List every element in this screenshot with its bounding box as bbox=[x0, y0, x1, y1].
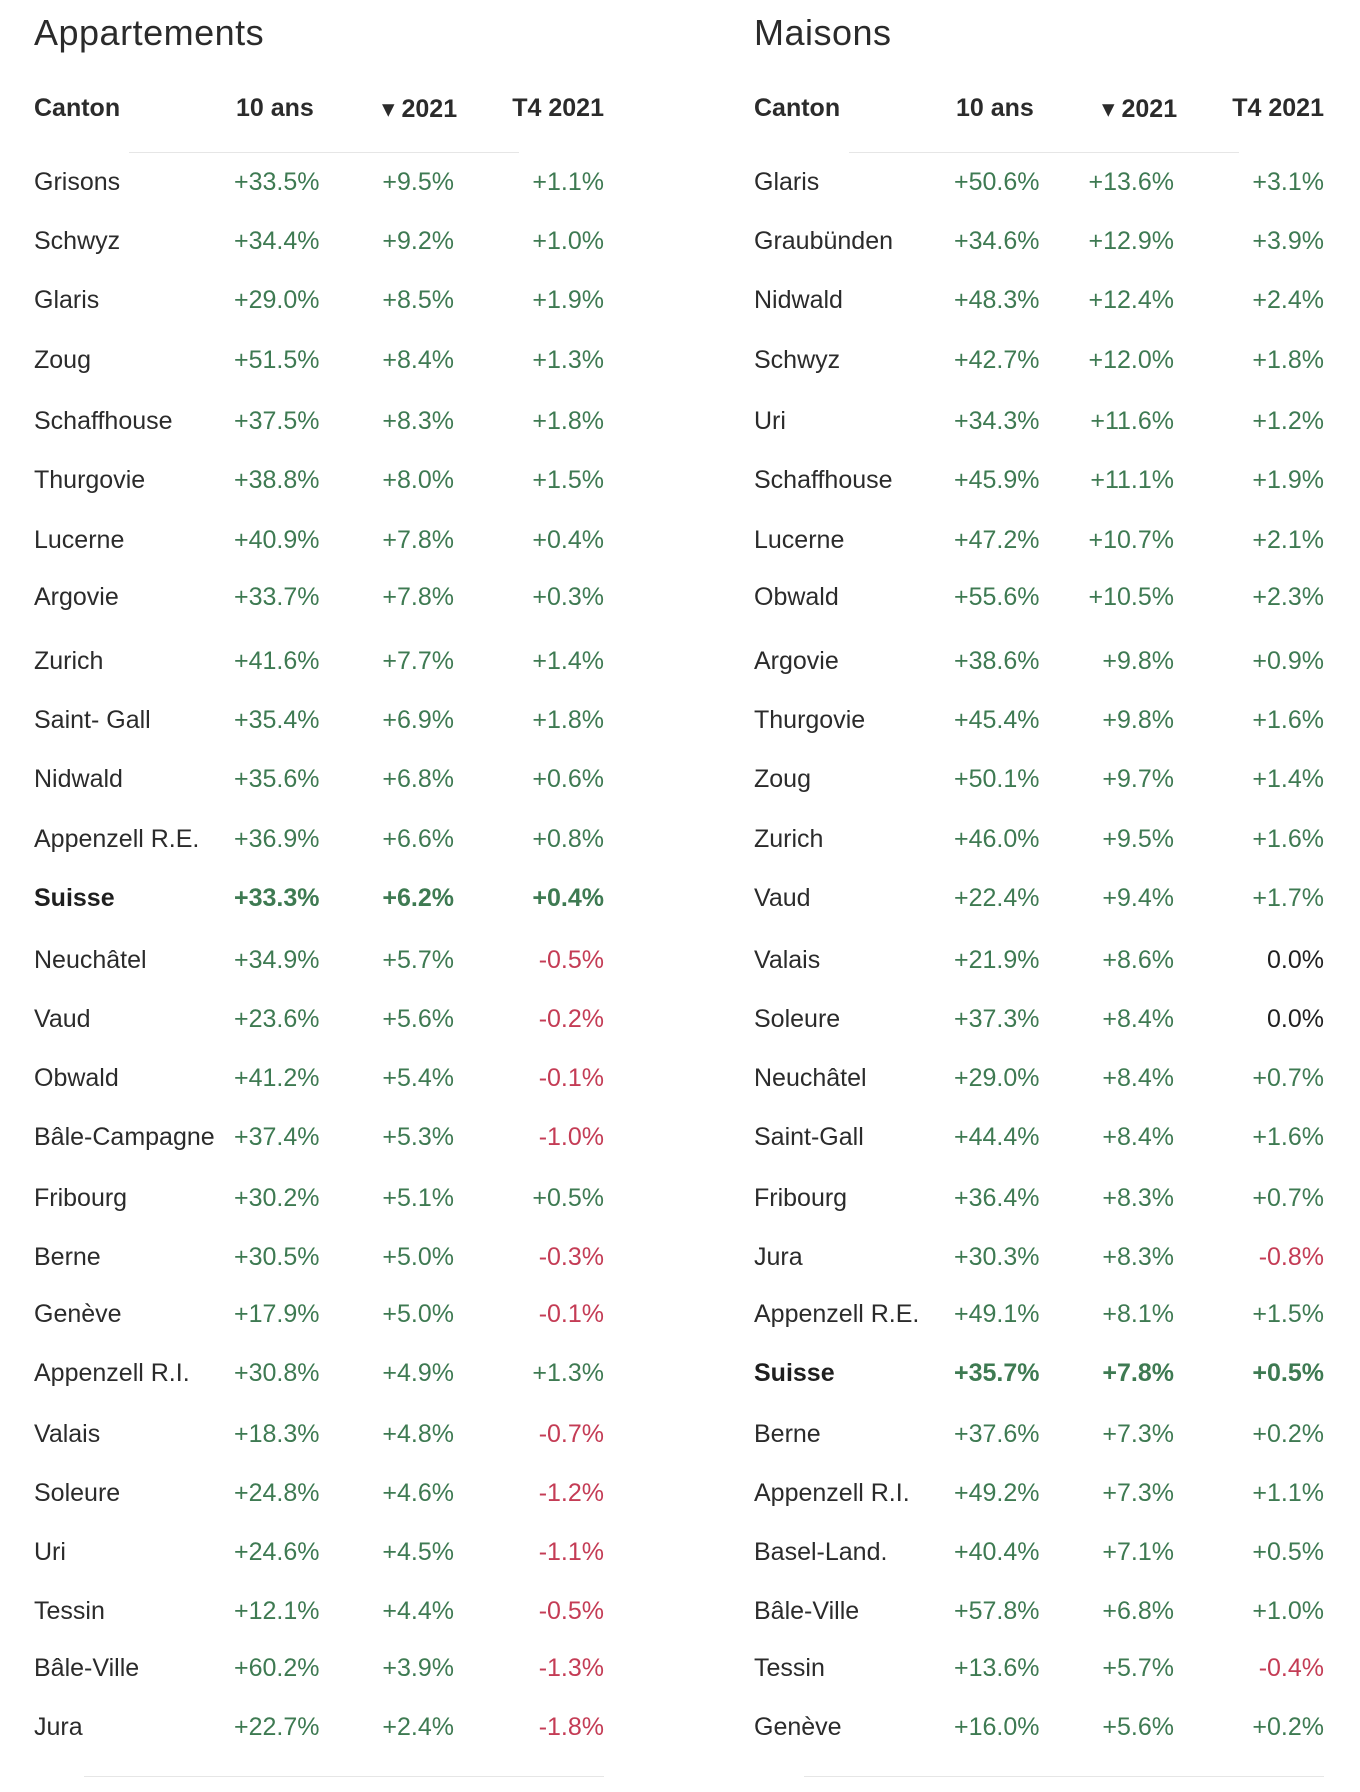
cell-2021: +2.4% bbox=[382, 1713, 454, 1741]
cell-10-years: +35.7% bbox=[954, 1359, 1040, 1387]
cell-2021: +12.0% bbox=[1088, 346, 1174, 374]
cell-2021: +5.7% bbox=[1102, 1654, 1174, 1682]
cell-10-years: +22.7% bbox=[234, 1713, 320, 1741]
cell-10-years: +24.8% bbox=[234, 1479, 320, 1507]
table-row bbox=[754, 282, 1324, 322]
header-divider bbox=[129, 152, 519, 153]
column-header-10-years[interactable]: 10 ans bbox=[236, 94, 314, 122]
table-row bbox=[754, 1650, 1324, 1690]
cell-q4-2021: +0.4% bbox=[532, 884, 604, 912]
cell-q4-2021: +1.8% bbox=[532, 706, 604, 734]
apartments-panel bbox=[34, 0, 674, 1792]
cell-10-years: +37.3% bbox=[954, 1005, 1040, 1033]
table-header bbox=[754, 88, 1324, 128]
cell-10-years: +38.8% bbox=[234, 466, 320, 494]
cell-canton: Saint- Gall bbox=[34, 706, 151, 734]
table-row bbox=[754, 1001, 1324, 1041]
cell-2021: +5.6% bbox=[1102, 1713, 1174, 1741]
cell-q4-2021: -1.0% bbox=[538, 1123, 604, 1151]
cell-10-years: +34.4% bbox=[234, 227, 320, 255]
table-row bbox=[754, 1296, 1324, 1336]
cell-10-years: +21.9% bbox=[954, 946, 1040, 974]
cell-canton: Nidwald bbox=[34, 765, 123, 793]
table-row bbox=[34, 342, 604, 382]
cell-10-years: +44.4% bbox=[954, 1123, 1040, 1151]
cell-10-years: +34.6% bbox=[954, 227, 1040, 255]
cell-q4-2021: +2.1% bbox=[1252, 526, 1324, 554]
cell-2021: +8.6% bbox=[1102, 946, 1174, 974]
cell-2021: +5.3% bbox=[382, 1123, 454, 1151]
cell-10-years: +30.3% bbox=[954, 1243, 1040, 1271]
cell-2021: +8.0% bbox=[382, 466, 454, 494]
cell-10-years: +13.6% bbox=[954, 1654, 1040, 1682]
cell-2021: +9.5% bbox=[1102, 825, 1174, 853]
cell-2021: +9.2% bbox=[382, 227, 454, 255]
cell-q4-2021: +0.6% bbox=[532, 765, 604, 793]
cell-q4-2021: +1.1% bbox=[532, 168, 604, 196]
table-row bbox=[754, 403, 1324, 443]
cell-2021: +10.5% bbox=[1088, 583, 1174, 611]
cell-canton: Bâle-Campagne bbox=[34, 1123, 215, 1151]
cell-2021: +4.6% bbox=[382, 1479, 454, 1507]
table-row bbox=[754, 1355, 1324, 1395]
cell-10-years: +40.9% bbox=[234, 526, 320, 554]
cell-2021: +8.3% bbox=[382, 407, 454, 435]
cell-10-years: +55.6% bbox=[954, 583, 1040, 611]
cell-canton: Valais bbox=[34, 1420, 101, 1448]
cell-q4-2021: +1.5% bbox=[1252, 1300, 1324, 1328]
table-row bbox=[34, 1180, 604, 1220]
cell-10-years: +38.6% bbox=[954, 647, 1040, 675]
cell-q4-2021: +0.3% bbox=[532, 583, 604, 611]
cell-canton: Appenzell R.E. bbox=[754, 1300, 920, 1328]
cell-10-years: +33.3% bbox=[234, 884, 320, 912]
column-header-2021-sorted[interactable]: ▾ 2021 bbox=[382, 95, 458, 123]
column-header-canton[interactable]: Canton bbox=[754, 94, 841, 122]
cell-2021: +7.8% bbox=[382, 583, 454, 611]
table-row bbox=[754, 1180, 1324, 1220]
cell-q4-2021: +0.9% bbox=[1252, 647, 1324, 675]
table-row bbox=[34, 643, 604, 683]
cell-q4-2021: +0.5% bbox=[1252, 1538, 1324, 1566]
cell-canton: Tessin bbox=[34, 1597, 105, 1625]
table-row bbox=[34, 522, 604, 562]
cell-q4-2021: +1.4% bbox=[532, 647, 604, 675]
cell-q4-2021: -0.5% bbox=[538, 1597, 604, 1625]
cell-10-years: +49.1% bbox=[954, 1300, 1040, 1328]
table-row bbox=[34, 403, 604, 443]
houses-panel bbox=[754, 0, 1360, 1792]
cell-10-years: +57.8% bbox=[954, 1597, 1040, 1625]
table-row bbox=[754, 1416, 1324, 1456]
cell-2021: +5.6% bbox=[382, 1005, 454, 1033]
cell-2021: +8.4% bbox=[382, 346, 454, 374]
cell-canton: Neuchâtel bbox=[754, 1064, 867, 1092]
cell-10-years: +30.2% bbox=[234, 1184, 320, 1212]
table-row bbox=[754, 702, 1324, 742]
cell-q4-2021: -1.2% bbox=[538, 1479, 604, 1507]
cell-2021: +8.4% bbox=[1102, 1123, 1174, 1151]
cell-q4-2021: +0.2% bbox=[1252, 1713, 1324, 1741]
column-header-q4-2021[interactable]: T4 2021 bbox=[1232, 94, 1324, 122]
cell-2021: +4.5% bbox=[382, 1538, 454, 1566]
cell-2021: +7.3% bbox=[1102, 1479, 1174, 1507]
table-row bbox=[754, 1709, 1324, 1749]
column-header-canton[interactable]: Canton bbox=[34, 94, 121, 122]
cell-q4-2021: -0.3% bbox=[538, 1243, 604, 1271]
table-row bbox=[34, 761, 604, 801]
table-row bbox=[754, 1239, 1324, 1279]
cell-2021: +12.4% bbox=[1088, 286, 1174, 314]
cell-canton: Zoug bbox=[754, 765, 811, 793]
table-row bbox=[34, 821, 604, 861]
cell-10-years: +12.1% bbox=[234, 1597, 320, 1625]
cell-q4-2021: -1.1% bbox=[538, 1538, 604, 1566]
table-row bbox=[34, 1119, 604, 1159]
cell-q4-2021: +1.9% bbox=[532, 286, 604, 314]
cell-q4-2021: +0.7% bbox=[1252, 1064, 1324, 1092]
cell-canton: Genève bbox=[754, 1713, 842, 1741]
cell-q4-2021: -0.1% bbox=[538, 1064, 604, 1092]
cell-q4-2021: -0.7% bbox=[538, 1420, 604, 1448]
cell-q4-2021: +0.8% bbox=[532, 825, 604, 853]
cell-q4-2021: -0.2% bbox=[538, 1005, 604, 1033]
cell-10-years: +37.4% bbox=[234, 1123, 320, 1151]
cell-10-years: +51.5% bbox=[234, 346, 320, 374]
cell-10-years: +35.4% bbox=[234, 706, 320, 734]
cell-q4-2021: +1.4% bbox=[1252, 765, 1324, 793]
cell-10-years: +29.0% bbox=[954, 1064, 1040, 1092]
cell-canton: Appenzell R.I. bbox=[34, 1359, 190, 1387]
table-row bbox=[754, 1475, 1324, 1515]
table-row bbox=[34, 282, 604, 322]
cell-10-years: +46.0% bbox=[954, 825, 1040, 853]
cell-q4-2021: -0.8% bbox=[1258, 1243, 1324, 1271]
table-row bbox=[34, 223, 604, 263]
cell-canton: Suisse bbox=[754, 1359, 835, 1387]
cell-canton: Uri bbox=[754, 407, 786, 435]
cell-canton: Vaud bbox=[754, 884, 811, 912]
cell-10-years: +22.4% bbox=[954, 884, 1040, 912]
table-row bbox=[34, 1475, 604, 1515]
cell-canton: Nidwald bbox=[754, 286, 843, 314]
cell-2021: +9.7% bbox=[1102, 765, 1174, 793]
footer-divider bbox=[804, 1776, 1324, 1777]
cell-canton: Schaffhouse bbox=[34, 407, 173, 435]
cell-canton: Jura bbox=[754, 1243, 803, 1271]
cell-2021: +9.4% bbox=[1102, 884, 1174, 912]
cell-2021: +6.8% bbox=[382, 765, 454, 793]
cell-2021: +9.8% bbox=[1102, 647, 1174, 675]
cell-10-years: +50.1% bbox=[954, 765, 1040, 793]
cell-canton: Zurich bbox=[34, 647, 104, 675]
cell-canton: Uri bbox=[34, 1538, 66, 1566]
cell-q4-2021: +1.0% bbox=[532, 227, 604, 255]
table-row bbox=[754, 579, 1324, 619]
table-row bbox=[754, 1060, 1324, 1100]
header-divider bbox=[849, 152, 1239, 153]
cell-10-years: +41.6% bbox=[234, 647, 320, 675]
cell-10-years: +33.5% bbox=[234, 168, 320, 196]
cell-canton: Thurgovie bbox=[754, 706, 866, 734]
cell-2021: +7.8% bbox=[1102, 1359, 1174, 1387]
cell-10-years: +34.3% bbox=[954, 407, 1040, 435]
cell-canton: Suisse bbox=[34, 884, 115, 912]
table-row bbox=[754, 1593, 1324, 1633]
column-header-q4-2021[interactable]: T4 2021 bbox=[512, 94, 604, 122]
cell-canton: Lucerne bbox=[754, 526, 845, 554]
cell-10-years: +16.0% bbox=[954, 1713, 1040, 1741]
cell-10-years: +50.6% bbox=[954, 168, 1040, 196]
cell-10-years: +34.9% bbox=[234, 946, 320, 974]
cell-canton: Berne bbox=[34, 1243, 101, 1271]
cell-10-years: +37.5% bbox=[234, 407, 320, 435]
cell-canton: Thurgovie bbox=[34, 466, 146, 494]
cell-10-years: +30.8% bbox=[234, 1359, 320, 1387]
cell-canton: Grisons bbox=[34, 168, 121, 196]
cell-10-years: +35.6% bbox=[234, 765, 320, 793]
cell-q4-2021: +3.1% bbox=[1252, 168, 1324, 196]
table-row bbox=[34, 1296, 604, 1336]
cell-q4-2021: +1.3% bbox=[532, 346, 604, 374]
table-row bbox=[754, 522, 1324, 562]
cell-canton: Fribourg bbox=[34, 1184, 128, 1212]
cell-10-years: +37.6% bbox=[954, 1420, 1040, 1448]
cell-canton: Berne bbox=[754, 1420, 821, 1448]
cell-10-years: +30.5% bbox=[234, 1243, 320, 1271]
cell-2021: +5.1% bbox=[382, 1184, 454, 1212]
cell-2021: +8.1% bbox=[1102, 1300, 1174, 1328]
cell-q4-2021: +1.6% bbox=[1252, 825, 1324, 853]
cell-2021: +6.2% bbox=[382, 884, 454, 912]
cell-2021: +11.1% bbox=[1090, 466, 1174, 494]
table-row bbox=[34, 1001, 604, 1041]
table-header bbox=[34, 88, 604, 128]
cell-10-years: +47.2% bbox=[954, 526, 1040, 554]
table-row bbox=[34, 579, 604, 619]
table-row bbox=[754, 462, 1324, 502]
table-row bbox=[34, 1239, 604, 1279]
cell-canton: Neuchâtel bbox=[34, 946, 147, 974]
cell-q4-2021: +1.9% bbox=[1252, 466, 1324, 494]
cell-q4-2021: +1.0% bbox=[1252, 1597, 1324, 1625]
cell-q4-2021: +1.3% bbox=[532, 1359, 604, 1387]
cell-q4-2021: +2.3% bbox=[1252, 583, 1324, 611]
cell-2021: +5.0% bbox=[382, 1243, 454, 1271]
cell-10-years: +60.2% bbox=[234, 1654, 320, 1682]
table-row bbox=[754, 342, 1324, 382]
table-row bbox=[34, 1060, 604, 1100]
cell-2021: +12.9% bbox=[1088, 227, 1174, 255]
cell-q4-2021: 0.0% bbox=[1267, 946, 1324, 974]
column-header-10-years[interactable]: 10 ans bbox=[956, 94, 1034, 122]
cell-q4-2021: -1.8% bbox=[538, 1713, 604, 1741]
cell-2021: +8.3% bbox=[1102, 1184, 1174, 1212]
cell-canton: Fribourg bbox=[754, 1184, 848, 1212]
table-row bbox=[754, 1119, 1324, 1159]
cell-canton: Basel-Land. bbox=[754, 1538, 888, 1566]
cell-q4-2021: +1.6% bbox=[1252, 1123, 1324, 1151]
table-row bbox=[34, 1355, 604, 1395]
cell-10-years: +49.2% bbox=[954, 1479, 1040, 1507]
cell-canton: Appenzell R.E. bbox=[34, 825, 200, 853]
cell-2021: +9.5% bbox=[382, 168, 454, 196]
cell-canton: Obwald bbox=[34, 1064, 119, 1092]
cell-canton: Bâle-Ville bbox=[754, 1597, 860, 1625]
table-row bbox=[754, 880, 1324, 920]
cell-q4-2021: +1.7% bbox=[1252, 884, 1324, 912]
table-row bbox=[34, 1650, 604, 1690]
cell-2021: +7.8% bbox=[382, 526, 454, 554]
cell-2021: +6.9% bbox=[382, 706, 454, 734]
cell-canton: Schwyz bbox=[754, 346, 841, 374]
table-row bbox=[34, 164, 604, 204]
table-row bbox=[754, 164, 1324, 204]
cell-q4-2021: +1.8% bbox=[532, 407, 604, 435]
cell-q4-2021: -1.3% bbox=[538, 1654, 604, 1682]
cell-2021: +5.0% bbox=[382, 1300, 454, 1328]
table-row bbox=[34, 880, 604, 920]
cell-10-years: +48.3% bbox=[954, 286, 1040, 314]
cell-canton: Jura bbox=[34, 1713, 83, 1741]
table-row bbox=[754, 1534, 1324, 1574]
cell-10-years: +42.7% bbox=[954, 346, 1040, 374]
cell-10-years: +29.0% bbox=[234, 286, 320, 314]
cell-10-years: +24.6% bbox=[234, 1538, 320, 1566]
cell-canton: Appenzell R.I. bbox=[754, 1479, 910, 1507]
cell-canton: Glaris bbox=[754, 168, 820, 196]
table-row bbox=[34, 1593, 604, 1633]
cell-canton: Obwald bbox=[754, 583, 839, 611]
cell-2021: +4.4% bbox=[382, 1597, 454, 1625]
cell-canton: Saint-Gall bbox=[754, 1123, 864, 1151]
cell-10-years: +45.9% bbox=[954, 466, 1040, 494]
cell-canton: Graubünden bbox=[754, 227, 894, 255]
cell-q4-2021: 0.0% bbox=[1267, 1005, 1324, 1033]
table-row bbox=[754, 761, 1324, 801]
panel-title: Maisons bbox=[754, 12, 892, 53]
cell-canton: Bâle-Ville bbox=[34, 1654, 140, 1682]
cell-2021: +10.7% bbox=[1088, 526, 1174, 554]
table-row bbox=[34, 1709, 604, 1749]
cell-q4-2021: +1.8% bbox=[1252, 346, 1324, 374]
cell-10-years: +36.4% bbox=[954, 1184, 1040, 1212]
table-row bbox=[754, 643, 1324, 683]
cell-q4-2021: +0.5% bbox=[1252, 1359, 1324, 1387]
table-row bbox=[754, 223, 1324, 263]
cell-2021: +4.9% bbox=[382, 1359, 454, 1387]
panel-title: Appartements bbox=[34, 12, 265, 53]
cell-canton: Tessin bbox=[754, 1654, 825, 1682]
cell-2021: +7.1% bbox=[1102, 1538, 1174, 1566]
cell-canton: Argovie bbox=[754, 647, 839, 675]
cell-canton: Valais bbox=[754, 946, 821, 974]
table-row bbox=[34, 1416, 604, 1456]
cell-10-years: +17.9% bbox=[234, 1300, 320, 1328]
cell-2021: +5.4% bbox=[382, 1064, 454, 1092]
cell-2021: +8.4% bbox=[1102, 1064, 1174, 1092]
cell-2021: +8.3% bbox=[1102, 1243, 1174, 1271]
cell-10-years: +23.6% bbox=[234, 1005, 320, 1033]
cell-canton: Zurich bbox=[754, 825, 824, 853]
cell-2021: +7.7% bbox=[382, 647, 454, 675]
cell-q4-2021: -0.4% bbox=[1258, 1654, 1324, 1682]
cell-10-years: +36.9% bbox=[234, 825, 320, 853]
cell-10-years: +33.7% bbox=[234, 583, 320, 611]
cell-canton: Soleure bbox=[34, 1479, 121, 1507]
cell-canton: Soleure bbox=[754, 1005, 841, 1033]
cell-q4-2021: +1.1% bbox=[1252, 1479, 1324, 1507]
cell-q4-2021: +2.4% bbox=[1252, 286, 1324, 314]
cell-q4-2021: -0.1% bbox=[538, 1300, 604, 1328]
cell-q4-2021: +1.6% bbox=[1252, 706, 1324, 734]
cell-q4-2021: -0.5% bbox=[538, 946, 604, 974]
cell-2021: +5.7% bbox=[382, 946, 454, 974]
cell-q4-2021: +0.7% bbox=[1252, 1184, 1324, 1212]
cell-q4-2021: +3.9% bbox=[1252, 227, 1324, 255]
cell-2021: +8.4% bbox=[1102, 1005, 1174, 1033]
footer-divider bbox=[84, 1776, 604, 1777]
cell-2021: +11.6% bbox=[1090, 407, 1174, 435]
cell-q4-2021: +1.2% bbox=[1252, 407, 1324, 435]
cell-canton: Glaris bbox=[34, 286, 100, 314]
cell-q4-2021: +0.4% bbox=[532, 526, 604, 554]
cell-2021: +6.8% bbox=[1102, 1597, 1174, 1625]
table-row bbox=[34, 1534, 604, 1574]
table-row bbox=[754, 942, 1324, 982]
cell-10-years: +18.3% bbox=[234, 1420, 320, 1448]
cell-2021: +6.6% bbox=[382, 825, 454, 853]
cell-canton: Argovie bbox=[34, 583, 119, 611]
cell-q4-2021: +1.5% bbox=[532, 466, 604, 494]
cell-canton: Lucerne bbox=[34, 526, 125, 554]
cell-q4-2021: +0.2% bbox=[1252, 1420, 1324, 1448]
cell-canton: Schaffhouse bbox=[754, 466, 893, 494]
cell-2021: +7.3% bbox=[1102, 1420, 1174, 1448]
cell-canton: Zoug bbox=[34, 346, 91, 374]
cell-canton: Genève bbox=[34, 1300, 122, 1328]
cell-2021: +13.6% bbox=[1088, 168, 1174, 196]
cell-2021: +4.8% bbox=[382, 1420, 454, 1448]
cell-10-years: +41.2% bbox=[234, 1064, 320, 1092]
cell-canton: Schwyz bbox=[34, 227, 121, 255]
column-header-2021-sorted[interactable]: ▾ 2021 bbox=[1102, 95, 1178, 123]
cell-q4-2021: +0.5% bbox=[532, 1184, 604, 1212]
cell-2021: +9.8% bbox=[1102, 706, 1174, 734]
cell-10-years: +45.4% bbox=[954, 706, 1040, 734]
table-row bbox=[34, 942, 604, 982]
cell-10-years: +40.4% bbox=[954, 1538, 1040, 1566]
cell-2021: +3.9% bbox=[382, 1654, 454, 1682]
cell-2021: +8.5% bbox=[382, 286, 454, 314]
table-row bbox=[34, 462, 604, 502]
cell-canton: Vaud bbox=[34, 1005, 91, 1033]
table-row bbox=[754, 821, 1324, 861]
table-row bbox=[34, 702, 604, 742]
